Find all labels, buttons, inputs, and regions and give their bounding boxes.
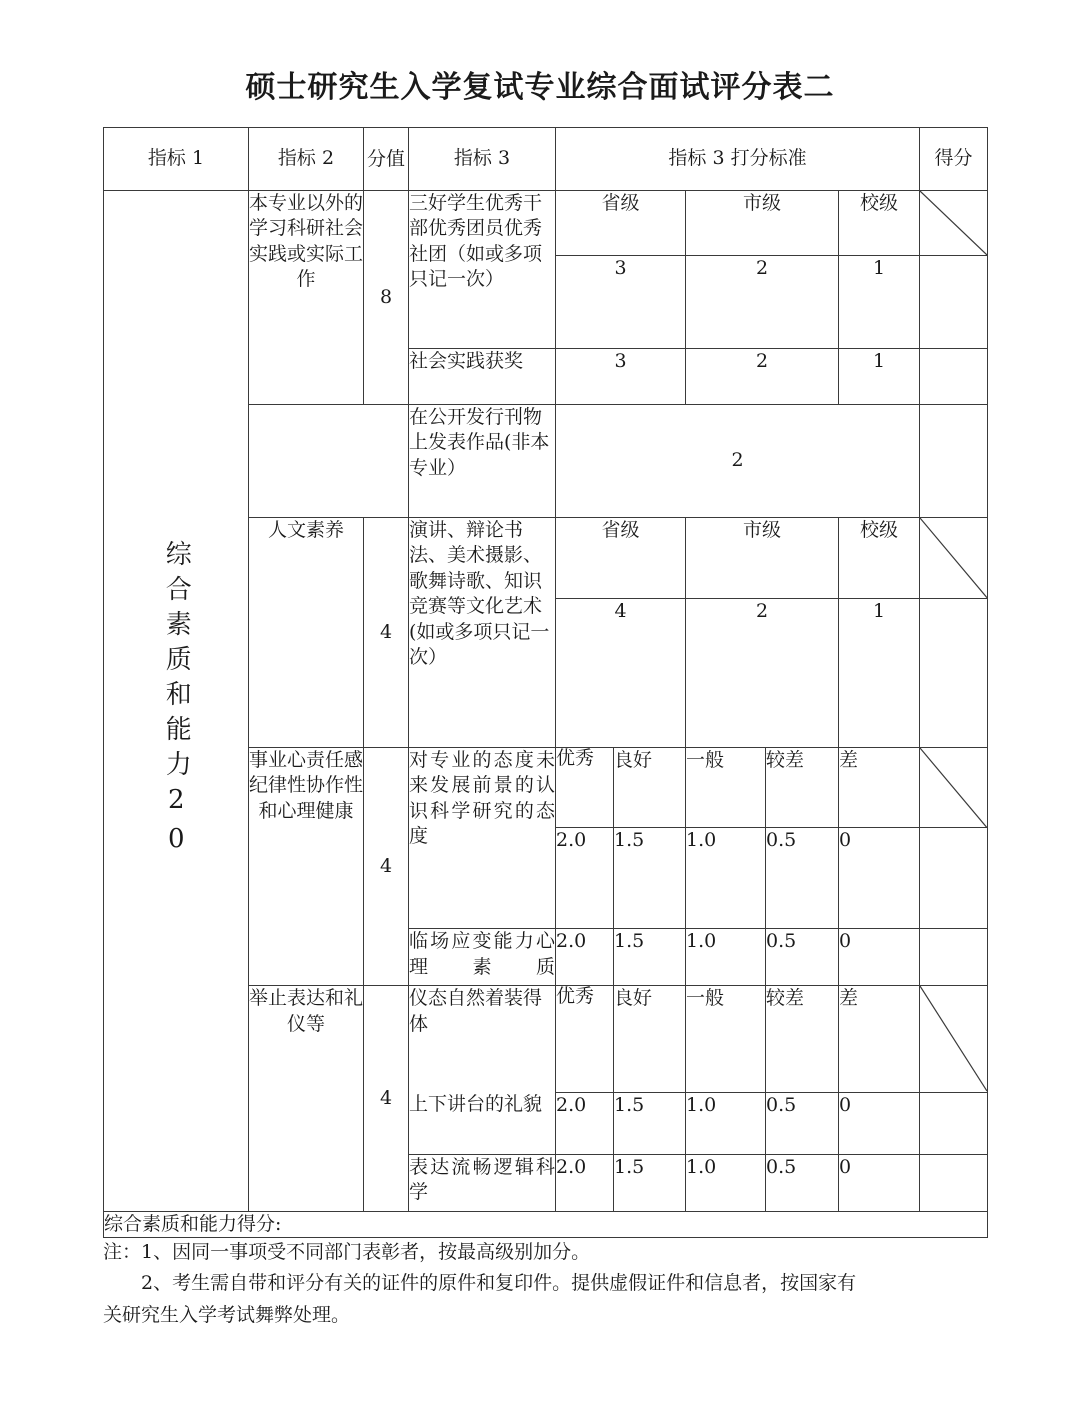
total-score-label[interactable]: 综合素质和能力得分: xyxy=(104,1212,988,1238)
score-cell[interactable] xyxy=(920,256,988,349)
indicator2-label: 本专业以外的学习科研社会实践或实际工作 xyxy=(249,192,364,291)
score-cell[interactable] xyxy=(920,518,988,599)
grade-average: 一般 xyxy=(686,747,766,828)
grade-excellent: 优秀 xyxy=(556,986,614,1092)
header-score: 得分 xyxy=(920,128,988,191)
indicator3-label: 三好学生优秀干部优秀团员优秀社团（如或多项只记一次） xyxy=(409,192,543,291)
score-cell[interactable] xyxy=(920,1155,988,1212)
note-item-2-cont: 关研究生入学考试舞弊处理。 xyxy=(103,1303,351,1326)
note-item-2: 2、考生需自带和评分有关的证件的原件和复印件。提供虚假证件和信息者，按国家有 xyxy=(141,1272,857,1295)
score-cell[interactable] xyxy=(920,598,988,747)
points-cell: 4 xyxy=(364,518,409,748)
diagonal-slash-icon xyxy=(920,986,987,1091)
indicator3-label: 演讲、辩论书法、美术摄影、歌舞诗歌、知识竞赛等文化艺术(如或多项只记一次） xyxy=(409,519,550,669)
indicator3-cell xyxy=(409,349,556,405)
indicator3-cell xyxy=(409,405,556,518)
score-cell[interactable] xyxy=(920,747,988,828)
indicator3-label: 临场应变能力心理素质 xyxy=(409,930,555,978)
score-cell[interactable] xyxy=(920,405,988,518)
indicator3-label: 在公开发行刊物上发表作品(非本专业） xyxy=(409,406,550,479)
points-average: 1.0 xyxy=(686,1092,766,1155)
points-average: 1.0 xyxy=(686,1155,766,1212)
page-title: 硕士研究生入学复试专业综合面试评分表二 xyxy=(245,70,835,105)
points-poor: 0.5 xyxy=(766,1092,839,1155)
value-school: 1 xyxy=(839,598,920,747)
value-school: 1 xyxy=(839,256,920,349)
diagonal-slash-icon xyxy=(920,518,987,598)
header-indicator3: 指标 3 xyxy=(409,128,556,191)
indicator2-cell xyxy=(249,405,409,518)
indicator2-cell xyxy=(249,986,364,1212)
indicator2-cell xyxy=(249,518,364,748)
table-header-row xyxy=(104,128,988,191)
score-cell[interactable] xyxy=(920,349,988,405)
indicator2-cell xyxy=(249,747,364,986)
score-cell[interactable] xyxy=(920,828,988,929)
header-indicator3-standard: 指标 3 打分标准 xyxy=(556,128,920,191)
points-cell: 4 xyxy=(364,747,409,986)
score-cell[interactable] xyxy=(920,929,988,986)
grade-good: 良好 xyxy=(614,986,686,1092)
level-provincial: 省级 xyxy=(556,191,686,256)
note-prefix: 注： xyxy=(103,1241,142,1263)
table-row xyxy=(104,191,988,256)
indicator3-cell xyxy=(409,929,556,986)
notes-section xyxy=(103,1238,987,1332)
points-good: 1.5 xyxy=(614,1092,686,1155)
indicator2-label: 事业心责任感纪律性协作性和心理健康 xyxy=(249,748,364,822)
indicator3-label: 仪态自然着装得体 xyxy=(409,987,543,1035)
indicator1-cell xyxy=(104,191,249,1212)
points-poor: 0.5 xyxy=(766,929,839,986)
points-good: 1.5 xyxy=(614,1155,686,1212)
points-excellent: 2.0 xyxy=(556,1092,614,1155)
points-excellent: 2.0 xyxy=(556,929,614,986)
grade-poor: 较差 xyxy=(766,986,839,1092)
value-provincial: 3 xyxy=(556,256,686,349)
header-score-value: 分值 xyxy=(364,128,409,191)
score-cell[interactable] xyxy=(920,1092,988,1155)
indicator3-label: 上下讲台的礼貌 xyxy=(409,1093,543,1115)
note-item-1 xyxy=(103,1238,987,1267)
points-bad: 0 xyxy=(839,828,920,929)
grade-good: 良好 xyxy=(614,747,686,828)
points-cell: 8 xyxy=(364,191,409,405)
level-provincial: 省级 xyxy=(556,518,686,599)
header-indicator1: 指标 1 xyxy=(104,128,249,191)
grade-excellent: 优秀 xyxy=(556,747,614,828)
score-cell[interactable] xyxy=(920,986,988,1092)
grade-bad: 差 xyxy=(839,747,920,828)
value-municipal: 2 xyxy=(686,349,839,405)
level-municipal: 市级 xyxy=(686,518,839,599)
score-cell[interactable] xyxy=(920,191,988,256)
points-poor: 0.5 xyxy=(766,828,839,929)
points-poor: 0.5 xyxy=(766,1155,839,1212)
grade-bad: 差 xyxy=(839,986,920,1092)
points-excellent: 2.0 xyxy=(556,1155,614,1212)
value-municipal: 2 xyxy=(686,256,839,349)
indicator3-cell xyxy=(409,1092,556,1155)
grade-average: 一般 xyxy=(686,986,766,1092)
points-average: 1.0 xyxy=(686,828,766,929)
points-excellent: 2.0 xyxy=(556,828,614,929)
indicator2-cell xyxy=(249,191,364,405)
indicator2-label: 举止表达和礼仪等 xyxy=(249,987,364,1035)
indicator3-cell xyxy=(409,986,556,1092)
points-average: 1.0 xyxy=(686,929,766,986)
header-indicator2: 指标 2 xyxy=(249,128,364,191)
points-good: 1.5 xyxy=(614,828,686,929)
interview-score-table xyxy=(103,127,988,1238)
indicator3-cell xyxy=(409,747,556,929)
diagonal-slash-icon xyxy=(920,191,987,255)
points-bad: 0 xyxy=(839,929,920,986)
level-municipal: 市级 xyxy=(686,191,839,256)
indicator3-cell xyxy=(409,518,556,748)
indicator3-cell xyxy=(409,1155,556,1212)
level-school: 校级 xyxy=(839,518,920,599)
indicator3-label: 社会实践获奖 xyxy=(409,350,524,372)
value-provincial: 4 xyxy=(556,598,686,747)
points-bad: 0 xyxy=(839,1155,920,1212)
value-school: 1 xyxy=(839,349,920,405)
indicator2-label: 人文素养 xyxy=(267,519,344,541)
value-municipal: 2 xyxy=(686,598,839,747)
level-school: 校级 xyxy=(839,191,920,256)
value-merged: 2 xyxy=(556,405,920,518)
indicator3-label: 表达流畅逻辑科学 xyxy=(409,1156,555,1204)
grade-poor: 较差 xyxy=(766,747,839,828)
table-footer-row xyxy=(104,1212,988,1238)
points-good: 1.5 xyxy=(614,929,686,986)
value-provincial: 3 xyxy=(556,349,686,405)
diagonal-slash-icon xyxy=(920,748,987,828)
indicator3-cell xyxy=(409,191,556,349)
indicator1-label: 综合素质和能力20 xyxy=(161,539,192,863)
indicator3-label: 对专业的态度未来发展前景的认识科学研究的态度 xyxy=(409,748,555,848)
points-cell: 4 xyxy=(364,986,409,1212)
points-bad: 0 xyxy=(839,1092,920,1155)
note-1-text: 1、因同一事项受不同部门表彰者，按最高级别加分。 xyxy=(141,1241,591,1263)
